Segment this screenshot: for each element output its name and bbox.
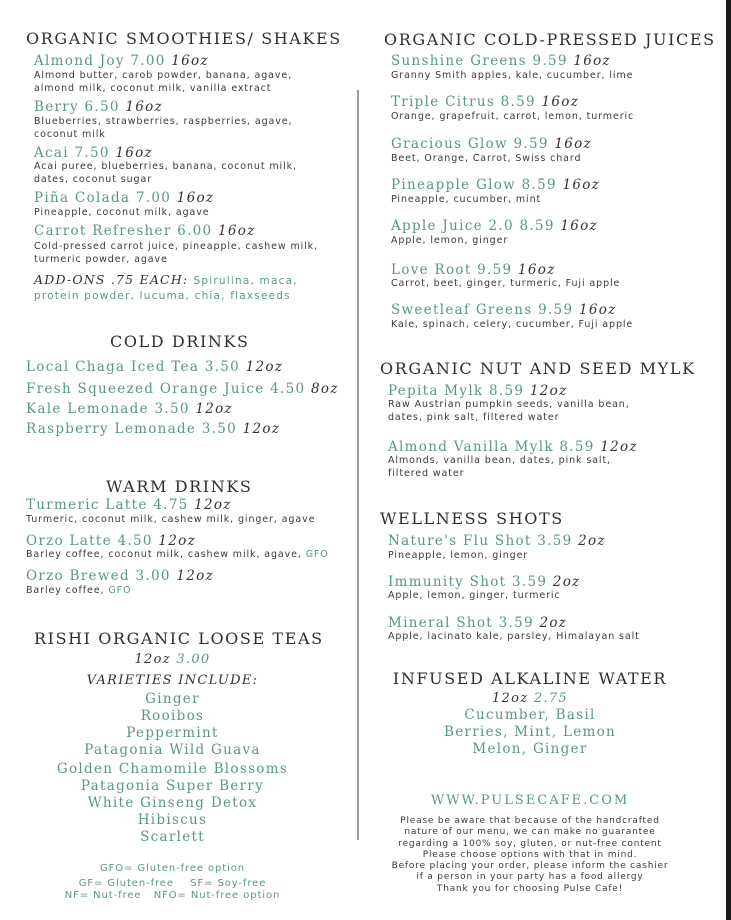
item-description: Pineapple, coconut milk, agave [34, 207, 210, 218]
menu-item: Immunity Shot 3.59 2oz [388, 574, 581, 590]
item-description: Beet, Orange, Carrot, Swiss chard [391, 153, 582, 164]
menu-item: Sweetleaf Greens 9.59 16oz [391, 302, 617, 318]
menu-item: Love Root 9.59 16oz [391, 262, 556, 278]
website-link[interactable]: WWW.PULSECAFE.COM [430, 793, 630, 808]
menu-item: Gracious Glow 9.59 16oz [391, 136, 592, 152]
tea-variety: Golden Chamomile Blossoms [56, 761, 289, 777]
tea-variety: Peppermint [126, 725, 219, 741]
section-title-warm-drinks: WARM DRINKS [106, 477, 253, 496]
item-description: Apple, lemon, ginger, turmeric [388, 590, 561, 601]
column-divider [357, 90, 359, 840]
item-description: Pineapple, lemon, ginger [388, 550, 529, 561]
section-title-teas: RISHI ORGANIC LOOSE TEAS [34, 629, 324, 648]
menu-item: Fresh Squeezed Orange Juice 4.50 8oz [26, 381, 339, 397]
allergy-disclaimer: Please be aware that because of the handcrafted nature of our menu, we can make no guarantee regarding a 100% soy, gluten, or nut-free content Please choose options with that in mind. Before placing your order, please inform the cashier if a person in your party has a food allergy Thank you for choosing Pulse Cafe! [391, 816, 669, 894]
addons: ADD-ONS .75 EACH: Spirulina, maca, protein powder, lucuma, chia, flaxseeds [34, 272, 298, 302]
section-title-cold-drinks: COLD DRINKS [110, 332, 250, 351]
section-title-juices: ORGANIC COLD-PRESSED JUICES [384, 30, 716, 49]
menu-item: Apple Juice 2.0 8.59 16oz [391, 218, 598, 234]
menu-item: Triple Citrus 8.59 16oz [391, 94, 580, 110]
item-description: Pineapple, cucumber, mint [391, 194, 542, 205]
section-title-shots: WELLNESS SHOTS [380, 509, 564, 528]
menu-item: Mineral Shot 3.59 2oz [388, 615, 568, 631]
tea-varieties-list [0, 691, 345, 846]
menu-item: Orzo Latte 4.50 12oz [26, 533, 196, 549]
item-description: Orange, grapefruit, carrot, lemon, turmeric [391, 111, 635, 122]
item-description: Barley coffee, GFO [26, 585, 132, 596]
item-description: Apple, lacinato kale, parsley, Himalayan salt [388, 631, 640, 642]
menu-item: Kale Lemonade 3.50 12oz [26, 401, 233, 417]
menu-item: Berry 6.50 16oz [34, 99, 164, 115]
item-description: Barley coffee, coconut milk, cashew milk, agave, GFO [26, 549, 329, 560]
menu-item: Raspberry Lemonade 3.50 12oz [26, 421, 281, 437]
tea-variety: Rooibos [140, 708, 205, 724]
water-flavors [365, 707, 695, 758]
menu-item: Turmeric Latte 4.75 12oz [26, 497, 232, 513]
item-description: Blueberries, strawberries, raspberries, agave, coconut milk [34, 116, 293, 140]
menu-item: Local Chaga Iced Tea 3.50 12oz [26, 359, 284, 375]
item-description: Almonds, vanilla bean, dates, pink salt, filtered water [388, 455, 612, 479]
item-description: Almond butter, carob powder, banana, agave, almond milk, coconut milk, vanilla extract [34, 70, 293, 94]
menu-item: Almond Vanilla Mylk 8.59 12oz [388, 439, 638, 455]
varieties-label: VARIETIES INCLUDE: [86, 673, 259, 688]
tea-variety: Patagonia Super Berry [80, 778, 265, 794]
tea-variety: White Ginseng Detox [87, 795, 258, 811]
item-description: Carrot, beet, ginger, turmeric, Fuji apple [391, 278, 621, 289]
menu-item: Nature's Flu Shot 3.59 2oz [388, 533, 606, 549]
menu-item: Sunshine Greens 9.59 16oz [391, 53, 611, 69]
tea-price: 12oz 3.00 [134, 652, 211, 667]
menu-item: Carrot Refresher 6.00 16oz [34, 223, 256, 239]
legend: GFO= Gluten-free option GF= Gluten-free SF= Soy-free NF= Nut-free NFO= Nut-free option [64, 863, 281, 901]
section-title-smoothies: ORGANIC SMOOTHIES/ SHAKES [26, 29, 342, 48]
water-flavor: Melon, Ginger [472, 741, 588, 757]
photo-edge [726, 0, 731, 920]
item-description: Kale, spinach, celery, cucumber, Fuji apple [391, 319, 634, 330]
water-flavor: Berries, Mint, Lemon [443, 724, 617, 740]
item-description: Turmeric, coconut milk, cashew milk, ginger, agave [26, 514, 316, 525]
menu-item: Acai 7.50 16oz [34, 145, 153, 161]
item-description: Acai puree, blueberries, banana, coconut milk, dates, coconut sugar [34, 161, 297, 185]
menu-item: Piña Colada 7.00 16oz [34, 190, 215, 206]
menu-item: Pepita Mylk 8.59 12oz [388, 383, 568, 399]
tea-variety: Ginger [145, 691, 200, 707]
item-description: Granny Smith apples, kale, cucumber, lime [391, 70, 634, 81]
section-title-mylk: ORGANIC NUT AND SEED MYLK [380, 359, 696, 378]
item-description: Apple, lemon, ginger [391, 235, 509, 246]
menu-item: Pineapple Glow 8.59 16oz [391, 177, 601, 193]
water-flavor: Cucumber, Basil [464, 707, 596, 723]
tea-variety: Hibiscus [137, 812, 208, 828]
menu-item: Orzo Brewed 3.00 12oz [26, 568, 214, 584]
menu-item: Almond Joy 7.00 16oz [34, 53, 209, 69]
item-description: Cold-pressed carrot juice, pineapple, cashew milk, turmeric powder, agave [34, 241, 318, 265]
water-price: 12oz 2.75 [491, 691, 568, 706]
tea-variety: Scarlett [140, 829, 205, 845]
tea-variety: Patagonia Wild Guava [84, 742, 261, 758]
item-description: Raw Austrian pumpkin seeds, vanilla bean, dates, pink salt, filtered water [388, 399, 630, 423]
section-title-water: INFUSED ALKALINE WATER [392, 669, 668, 688]
